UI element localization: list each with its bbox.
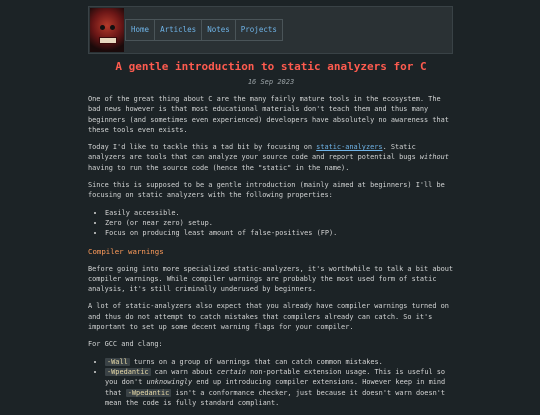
focus-text-a: Today I'd like to tackle this a tad bit by focusing on [88, 143, 317, 152]
flag1-text: turns on a group of warnings that can catch common mistakes. [129, 357, 383, 366]
focus-paragraph [88, 142, 454, 173]
code-wpedantic-2: -Wpedantic [127, 388, 170, 397]
list-item [105, 357, 454, 367]
code-wpedantic: -Wpedantic [107, 367, 149, 376]
list-item [105, 367, 454, 408]
article [88, 58, 454, 415]
flag2-em-unknowingly: unknowingly [146, 378, 193, 387]
list-item: • Zero (or near zero) setup. [105, 218, 454, 228]
compiler-paragraph-1: Before going into more specialized static-analyzers, it's worthwhile to talk a bit about compiler warnings. While compiler warnings are probably the most used form of static analysis, it's still criminally underused by beginners. [88, 264, 454, 294]
section-heading-compiler-warnings: Compiler warnings [88, 246, 164, 256]
nav-notes[interactable]: Notes [201, 19, 236, 41]
list-item: • Focus on producing least amount of false-positives (FP). [105, 228, 454, 238]
flag2-text-a: can warn about [150, 367, 217, 376]
main-nav [126, 19, 283, 41]
flag2-text-c: end up introducing compiler extensions. However keep in mind that [105, 378, 446, 397]
article-title: A gentle introduction to static analyzers for C [115, 60, 427, 73]
nav-projects[interactable]: Projects [235, 19, 283, 41]
flags-list [88, 357, 454, 408]
nav-articles[interactable]: Articles [154, 19, 202, 41]
list-item: • Easily accessible. [105, 208, 454, 218]
code-wall: -Wall [107, 357, 128, 366]
intro-paragraph: One of the great thing about C are the many fairly mature tools in the ecosystem. The bad news however is that most educational materials don't teach them and thus many beginners (and sometimes even experienced) developers have absolutely no awareness that these tools even exists. [88, 95, 449, 134]
properties-list [88, 208, 454, 239]
site-header [88, 6, 453, 54]
focus-text-c: having to run the source code (hence the "static" in the name). [88, 163, 350, 172]
avatar[interactable] [90, 8, 124, 52]
focus-text-b: . Static analyzers are tools that can analyze your source code and report potential bugs [88, 143, 420, 162]
static-analyzers-link[interactable]: static-analyzers [316, 143, 383, 152]
compiler-paragraph-2: A lot of static-analyzers also expect that you already have compiler warnings turned on and thus do not attempt to catch mistakes that compilers already can catch. So it's important to set up some decent warning flags for your compiler. [88, 302, 449, 332]
article-date: 16 Sep 2023 [247, 78, 295, 86]
properties-intro: Since this is supposed to be a gentle introduction (mainly aimed at beginners) I'll be focusing on static analyzers with the following properties: [88, 181, 445, 200]
flag2-text-d: isn't a conformance checker, just because it doesn't warn doesn't mean the code is fully standard compliant. [105, 388, 446, 407]
nav-home[interactable]: Home [125, 19, 155, 41]
avatar-eye-left [100, 25, 105, 30]
flag2-text-b: non-portable extension usage. This is useful so you don't [105, 367, 446, 387]
avatar-eye-right [110, 25, 115, 30]
avatar-mouth [99, 37, 117, 44]
flag2-em-certain: certain [216, 367, 246, 376]
gcc-clang-label: For GCC and clang: [88, 340, 163, 349]
focus-emphasis: without [419, 153, 449, 162]
